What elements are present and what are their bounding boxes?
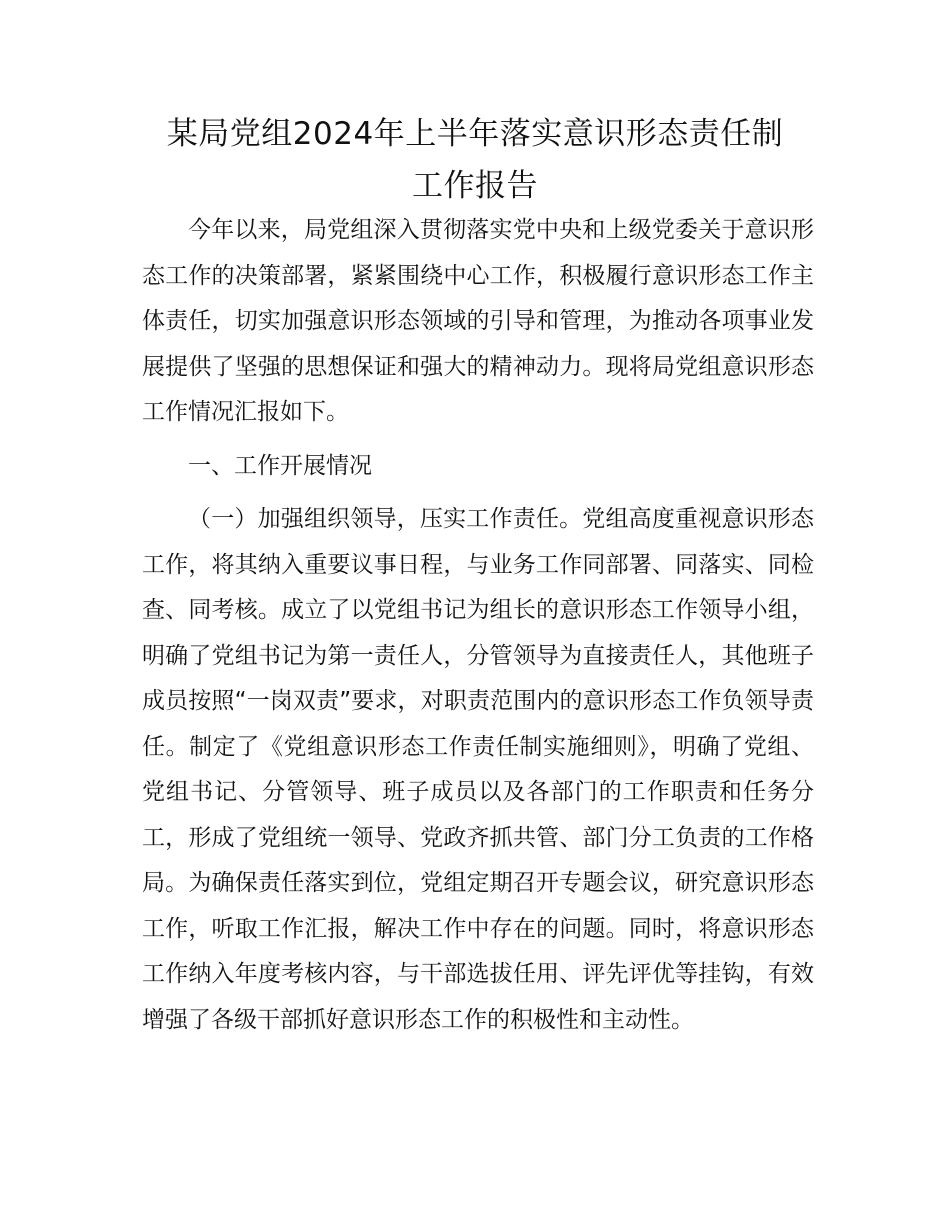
title-line-1: 某局党组2024年上半年落实意识形态责任制 <box>166 116 784 152</box>
document-body <box>142 208 814 1043</box>
section-1-paragraph-1: （一）加强组织领导，压实工作责任。党组高度重视意识形态工作，将其纳入重要议事日程，与业务工作同部署、同落实、同检查、同考核。成立了以党组书记为组长的意识形态工作领导小组，明确了党组书记为第一责任人，分管领导为直接责任人，其他班子成员按照“一岗双责”要求，对职责范围内的意识形态工作负领导责任。制定了《党组意识形态工作责任制实施细则》，明确了党组、党组书记、分管领导、班子成员以及各部门的工作职责和任务分工，形成了党组统一领导、党政齐抓共管、部门分工负责的工作格局。为确保责任落实到位，党组定期召开专题会议，研究意识形态工作，听取工作汇报，解决工作中存在的问题。同时，将意识形态工作纳入年度考核内容，与干部选拔任用、评先评优等挂钩，有效增强了各级干部抓好意识形态工作的积极性和主动性。 <box>142 506 814 1033</box>
section-heading-1: 一、工作开展情况 <box>188 452 372 479</box>
intro-paragraph: 今年以来，局党组深入贯彻落实党中央和上级党委关于意识形态工作的决策部署，紧紧围绕中心工作，积极履行意识形态工作主体责任，切实加强意识形态领域的引导和管理，为推动各项事业发展提供了坚强的思想保证和强大的精神动力。现将局党组意识形态工作情况汇报如下。 <box>142 217 814 425</box>
title-line-2: 工作报告 <box>412 168 538 204</box>
document-title <box>120 108 830 212</box>
